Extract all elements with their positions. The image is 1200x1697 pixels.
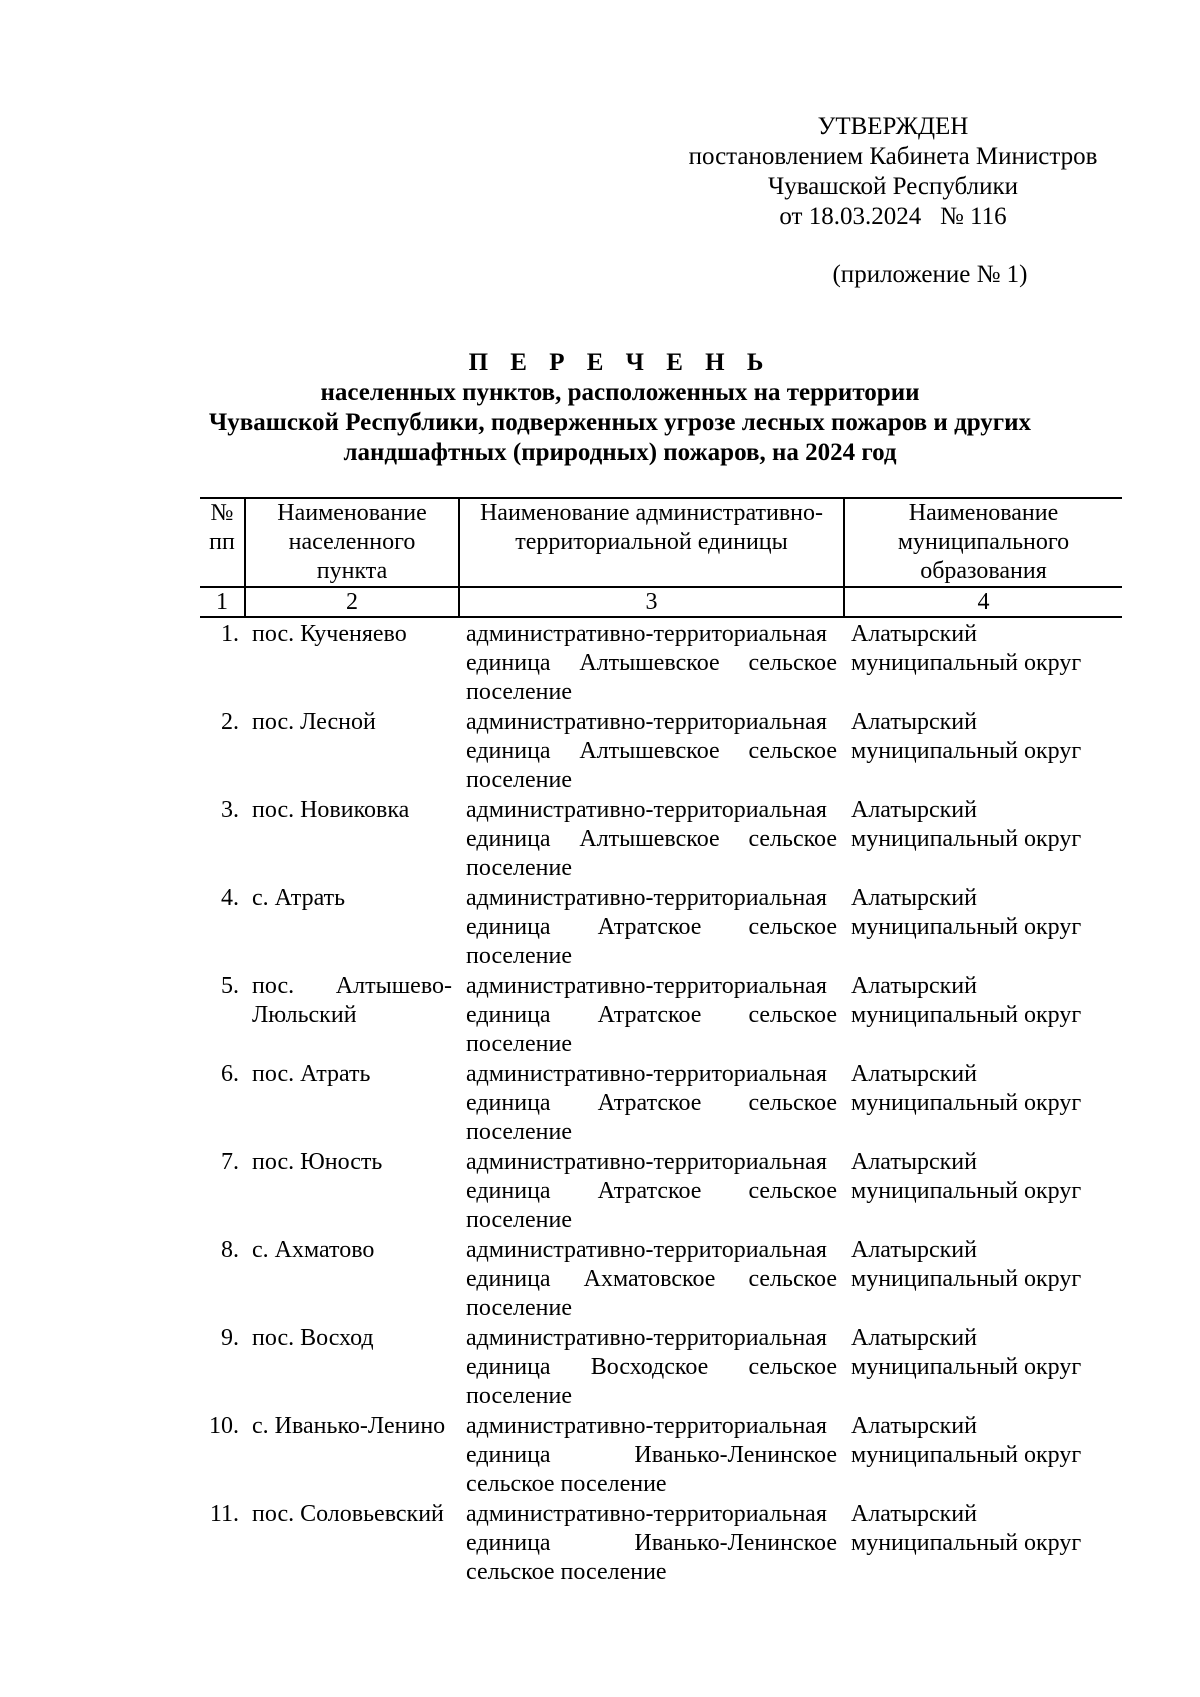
admin-unit-name: административно-территориальная единица Иванько-Ленинское сельское поселение bbox=[466, 1501, 837, 1585]
admin-unit-name: административно-территориальная единица Атратское сельское поселение bbox=[466, 973, 837, 1057]
municipality-name: Алатырский муниципальный округ bbox=[851, 1501, 1082, 1556]
municipality-name: Алатырский муниципальный округ bbox=[851, 1237, 1082, 1292]
header-settlement: Наименование населенного пункта bbox=[245, 498, 459, 587]
municipality-name: Алатырский муниципальный округ bbox=[851, 1149, 1082, 1204]
municipality-name: Алатырский муниципальный округ bbox=[851, 797, 1082, 852]
municipality-name: Алатырский муниципальный округ bbox=[851, 621, 1082, 676]
table-row bbox=[200, 1148, 1122, 1236]
table-row bbox=[200, 1412, 1122, 1500]
admin-unit-name: административно-территориальная единица Иванько-Ленинское сельское поселение bbox=[466, 1413, 837, 1497]
admin-unit-name: административно-территориальная единица Атратское сельское поселение bbox=[466, 1061, 837, 1145]
municipality-name: Алатырский муниципальный округ bbox=[851, 1061, 1082, 1116]
column-number-row bbox=[200, 587, 1122, 617]
settlement-name: пос. Лесной bbox=[252, 709, 376, 735]
approval-republic: Чувашской Республики bbox=[767, 173, 1019, 200]
settlement-name: пос. Алтышево-Люльский bbox=[252, 973, 452, 1028]
row-number: 2. bbox=[221, 709, 239, 735]
row-number: 9. bbox=[221, 1325, 239, 1351]
column-number: 4 bbox=[844, 587, 1122, 617]
row-number: 3. bbox=[221, 797, 239, 823]
row-number: 6. bbox=[221, 1061, 239, 1087]
admin-unit-name: административно-территориальная единица Алтышевское сельское поселение bbox=[466, 709, 837, 793]
column-number: 1 bbox=[200, 587, 245, 617]
appendix-label: (приложение № 1) bbox=[832, 261, 1028, 288]
municipality-name: Алатырский муниципальный округ bbox=[851, 885, 1082, 940]
column-number: 2 bbox=[245, 587, 459, 617]
admin-unit-name: административно-территориальная единица Атратское сельское поселение bbox=[466, 885, 837, 969]
row-number: 4. bbox=[221, 885, 239, 911]
settlement-name: пос. Восход bbox=[252, 1325, 374, 1351]
row-number: 5. bbox=[221, 973, 239, 999]
table-body bbox=[200, 617, 1122, 1588]
admin-unit-name: административно-территориальная единица Восходское сельское поселение bbox=[466, 1325, 837, 1409]
settlement-name: пос. Кученяево bbox=[252, 621, 407, 647]
document-heading bbox=[140, 348, 1100, 468]
municipality-name: Алатырский муниципальный округ bbox=[851, 709, 1082, 764]
approval-issuer: постановлением Кабинета Министров bbox=[688, 143, 1098, 170]
column-number: 3 bbox=[459, 587, 844, 617]
settlement-name: с. Ахматово bbox=[252, 1237, 375, 1263]
settlement-name: пос. Юность bbox=[252, 1149, 383, 1175]
settlement-name: пос. Новиковка bbox=[252, 797, 410, 823]
admin-unit-name: административно-территориальная единица Алтышевское сельское поселение bbox=[466, 797, 837, 881]
settlement-name: пос. Соловьевский bbox=[252, 1501, 444, 1527]
header-admin-unit: Наименование административно-территориальной единицы bbox=[459, 498, 844, 587]
row-number: 1. bbox=[221, 621, 239, 647]
approval-title: УТВЕРЖДЕН bbox=[817, 113, 969, 140]
row-number: 8. bbox=[221, 1237, 239, 1263]
municipality-name: Алатырский муниципальный округ bbox=[851, 1413, 1082, 1468]
admin-unit-name: административно-территориальная единица Алтышевское сельское поселение bbox=[466, 621, 837, 705]
settlement-name: с. Иванько-Ленино bbox=[252, 1413, 446, 1439]
row-number: 7. bbox=[221, 1149, 239, 1175]
admin-unit-name: административно-территориальная единица Ахматовское сельское поселение bbox=[466, 1237, 837, 1321]
settlements-table bbox=[200, 497, 1122, 1588]
table-row bbox=[200, 617, 1122, 708]
municipality-name: Алатырский муниципальный округ bbox=[851, 973, 1082, 1028]
heading-line-1: населенных пунктов, расположенных на территории bbox=[320, 379, 920, 406]
settlement-name: с. Атрать bbox=[252, 885, 346, 911]
table-row bbox=[200, 1236, 1122, 1324]
table-row bbox=[200, 708, 1122, 796]
header-municipality: Наименование муниципального образования bbox=[844, 498, 1122, 587]
admin-unit-name: административно-территориальная единица Атратское сельское поселение bbox=[466, 1149, 837, 1233]
municipality-name: Алатырский муниципальный округ bbox=[851, 1325, 1082, 1380]
table-row bbox=[200, 972, 1122, 1060]
header-number: № пп bbox=[200, 498, 245, 587]
settlement-name: пос. Атрать bbox=[252, 1061, 371, 1087]
table-row bbox=[200, 1324, 1122, 1412]
table-row bbox=[200, 796, 1122, 884]
approval-block bbox=[668, 112, 1118, 232]
table-row bbox=[200, 1060, 1122, 1148]
row-number: 11. bbox=[209, 1501, 239, 1527]
row-number: 10. bbox=[209, 1413, 239, 1439]
table-header-row bbox=[200, 498, 1122, 587]
table-row bbox=[200, 1500, 1122, 1588]
table-row bbox=[200, 884, 1122, 972]
heading-line-3: ландшафтных (природных) пожаров, на 2024 год bbox=[343, 439, 897, 466]
heading-line-2: Чувашской Республики, подверженных угрозе лесных пожаров и других bbox=[208, 409, 1032, 436]
document-title: П Е Р Е Ч Е Н Ь bbox=[468, 349, 772, 376]
approval-date-number: от 18.03.2024 № 116 bbox=[779, 203, 1007, 230]
